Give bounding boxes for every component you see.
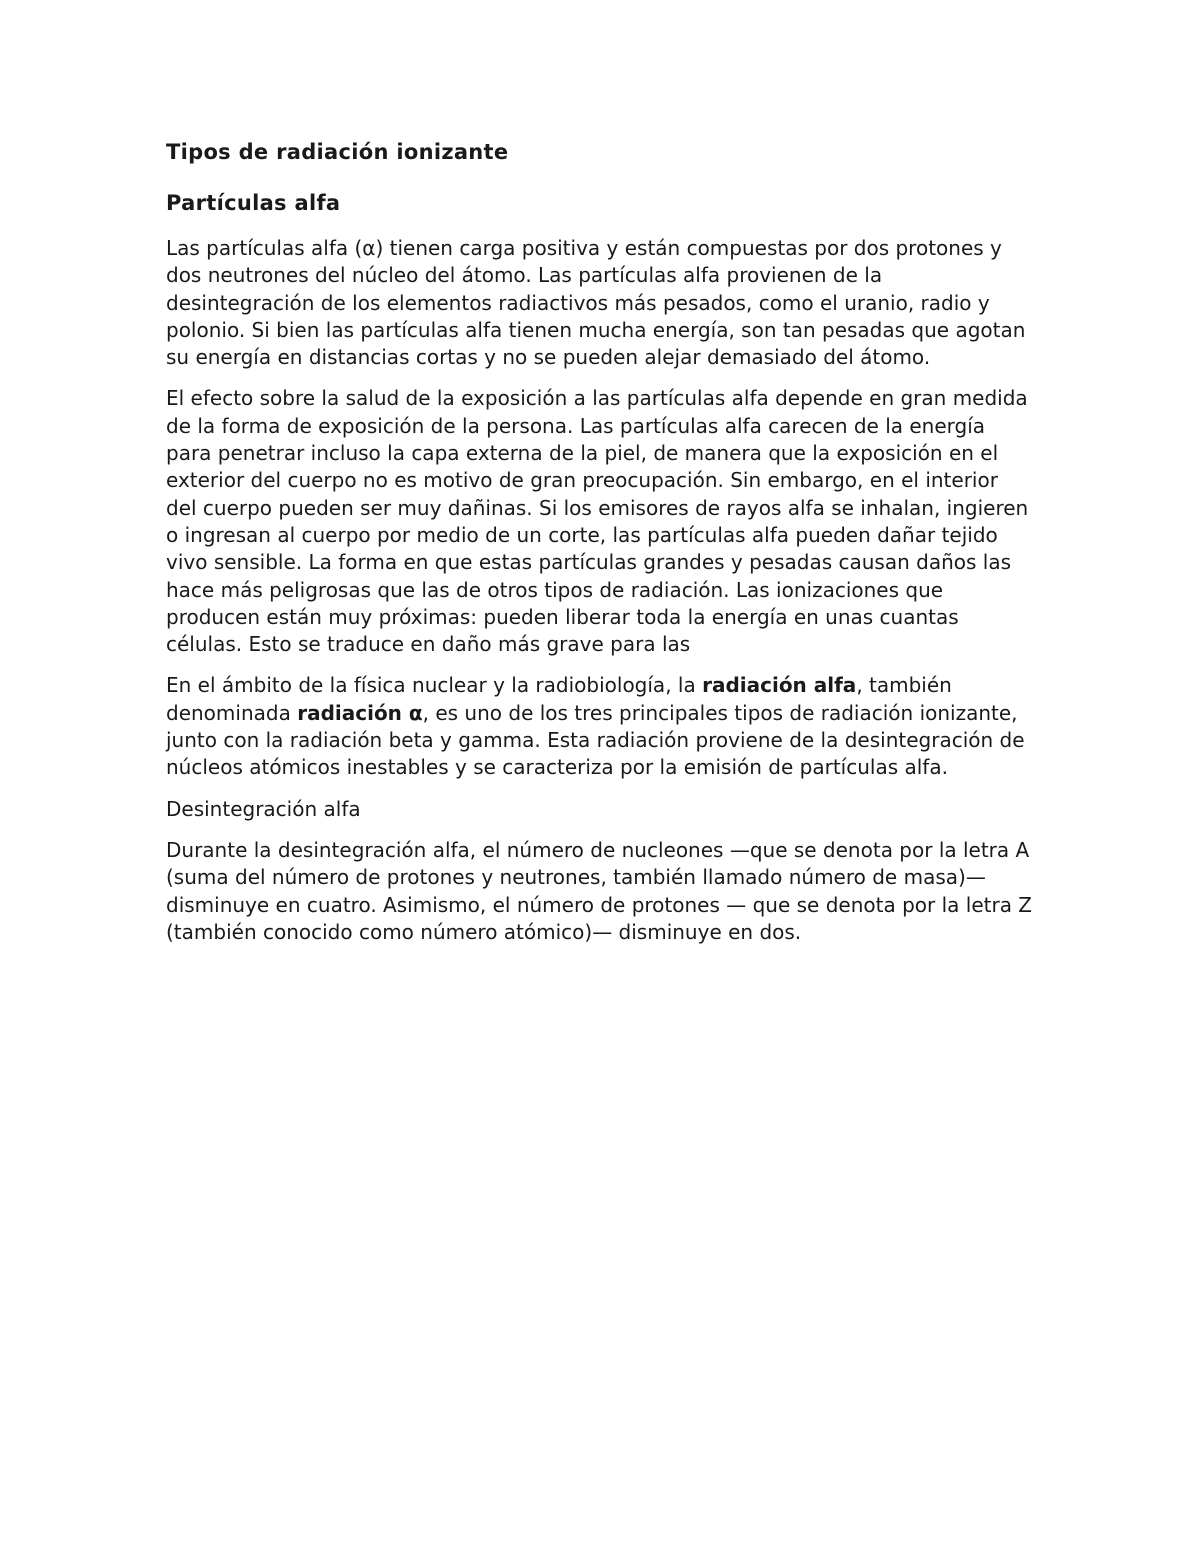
bold-term-radiacion-alpha: radiación α	[297, 700, 423, 725]
text-span: En el ámbito de la física nuclear y la radiobiología, la	[166, 673, 703, 698]
paragraph-definition	[166, 672, 1034, 781]
document-page	[166, 136, 1034, 960]
bold-term-radiacion-alfa: radiación alfa	[702, 673, 857, 698]
text-span: , es uno de los tres principales tipos de radiación ionizante, junto con la radiación beta y gamma. Esta radiación proviene de la desintegración de núcleos atómicos inestables y se caracteriza por la emisión de partículas alfa.	[166, 700, 1025, 780]
document-title: Tipos de radiación ionizante	[166, 140, 509, 164]
section-heading-desintegracion-alfa: Desintegración alfa	[166, 796, 361, 821]
section-heading-particulas-alfa: Partículas alfa	[166, 191, 341, 215]
text-span: , también denominada	[166, 673, 952, 725]
paragraph-alpha-decay: Durante la desintegración alfa, el número de nucleones —que se denota por la letra A (suma del número de protones y neutrones, también llamado número de masa)— disminuye en cuatro. Asimismo, el número de protones — que se denota por la letra Z (también conocido como número atómico)— disminuye en dos.	[166, 837, 1033, 944]
paragraph-health-effects: El efecto sobre la salud de la exposición a las partículas alfa depende en gran medida de la forma de exposición de la persona. Las partículas alfa carecen de la energía para penetrar incluso la capa externa de la piel, de manera que la exposición en el exterior del cuerpo no es motivo de gran preocupación. Sin embargo, en el interior del cuerpo pueden ser muy dañinas. Si los emisores de rayos alfa se inhalan, ingieren o ingresan al cuerpo por medio de un corte, las partículas alfa pueden dañar tejido vivo sensible. La forma en que estas partículas grandes y pesadas causan daños las hace más peligrosas que las de otros tipos de radiación. Las ionizaciones que producen están muy próximas: pueden liberar toda la energía en unas cuantas células. Esto se traduce en daño más grave para las	[166, 386, 1029, 657]
paragraph-intro: Las partículas alfa (α) tienen carga positiva y están compuestas por dos protones y dos neutrones del núcleo del átomo. Las partículas alfa provienen de la desintegración de los elementos radiactivos más pesados, como el uranio, radio y polonio. Si bien las partículas alfa tienen mucha energía, son tan pesadas que agotan su energía en distancias cortas y no se pueden alejar demasiado del átomo.	[166, 236, 1026, 370]
